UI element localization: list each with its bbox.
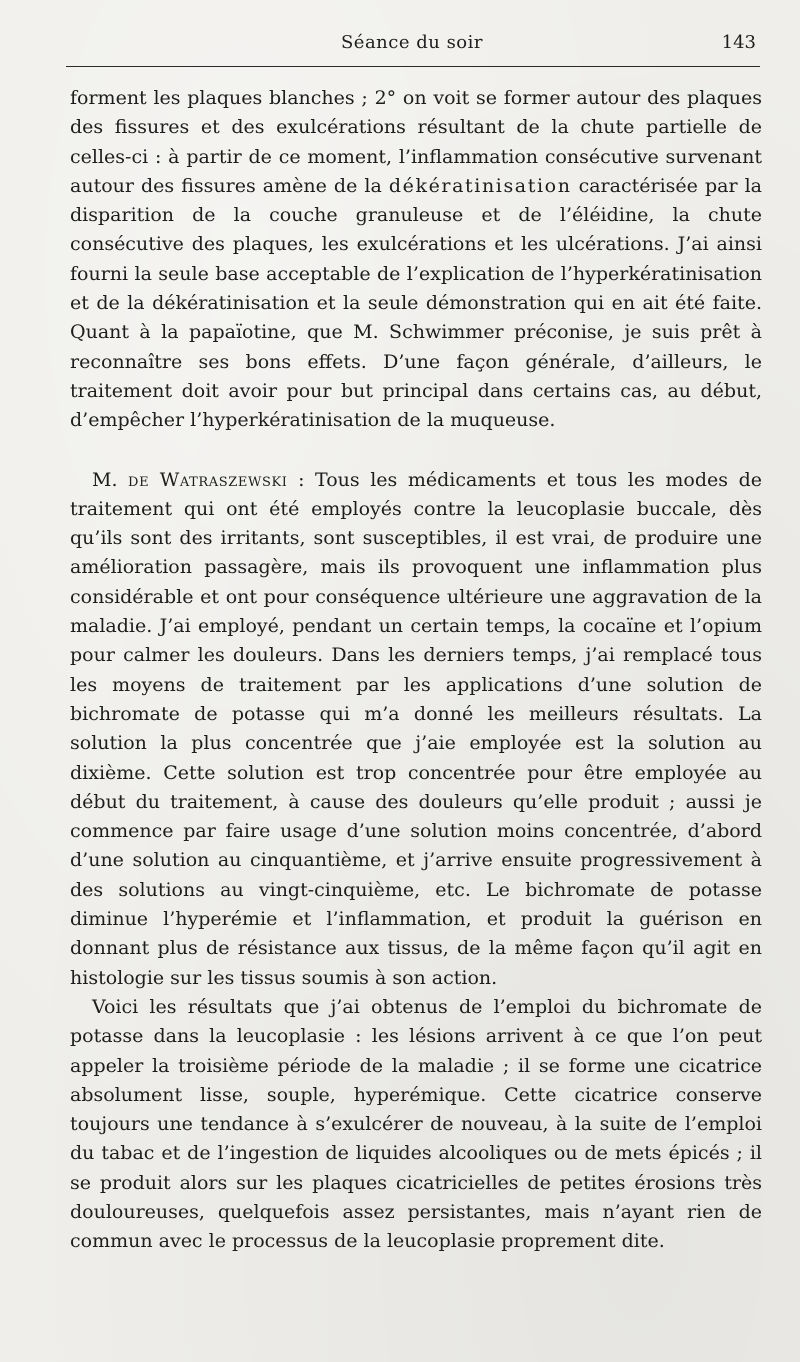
paragraph-text: Tous les médicaments et tous les modes de traitement qui ont été employés contre la leucoplasie buccale, dès qu’ils sont des irritants, sont susceptibles, il est vrai, de produire une amélioration passagère, mais ils provoquent une inflammation plus considérable et ont pour conséquence ultérieure une aggravation de la maladie. J’ai employé, pendant un certain temps, la cocaïne et l’opium pour calmer les douleurs. Dans les derniers temps, j’ai remplacé tous les moyens de traitement par les applications d’une solution de bichromate de potasse qui m’a donné les meilleurs résultats. La solution la plus concentrée que j’aie employée est la solution au dixième. Cette solution est trop concentrée pour être employée au début du traitement, à cause des douleurs qu’elle produit ; aussi je commence par faire usage d’une solution moins concentrée, d’abord d’une solution au cinquantième, et j’arrive ensuite progressivement à des solutions au vingt-cinquième, etc. Le bichromate de potasse diminue l’hyperémie et l’inflammation, et produit la guérison en donnant plus de résistance aux tissus, de la même façon qu’il agit en histologie sur les tissus soumis à son action. xyxy=(70,468,762,989)
page-number: 143 xyxy=(721,32,756,53)
paragraph-continuation xyxy=(70,84,762,436)
paragraph-text: caractérisée par la disparition de la couche granuleuse et de l’éléidine, la chute consécutive des plaques, les exulcérations et les ulcérations. J’ai ainsi fourni la seule base acceptable de l’explication de l’hyperkératinisation et de la dékératinisation et la seule démonstration qui en ait été faite. Quant à la papaïotine, que M. Schwimmer préconise, je suis prêt à reconnaître ses bons effets. D’une façon générale, d’ailleurs, le traitement doit avoir pour but principal dans certains cas, au début, d’empêcher l’hyperkératinisation de la muqueuse. xyxy=(70,174,762,432)
speaker-colon: : xyxy=(287,468,316,491)
speaker-particle: de xyxy=(128,468,150,491)
paragraph-speaker xyxy=(70,466,762,993)
speaker-prefix: M. xyxy=(92,468,129,491)
speaker-name: Watraszewski xyxy=(159,468,288,491)
running-head xyxy=(66,30,758,58)
paragraph-spacer xyxy=(70,436,762,466)
paragraph-text: forment les plaques blanches ; 2° on voit se former autour des plaques des fissures et des exulcérations résultant de la chute partielle de celles-ci : à partir de ce moment, l’inflammation consécutive survenant autour des fissures amène de la xyxy=(70,87,762,197)
paragraph-text: Voici les résultats que j’ai obtenus de l’emploi du bichromate de potasse dans la leucoplasie : les lésions arrivent à ce que l’on peut appeler la troisième période de la maladie ; il se forme une cicatrice absolument lisse, souple, hyperémique. Cette cicatrice conserve toujours une tendance à s’exulcérer de nouveau, à la suite de l’emploi du tabac et de l’ingestion de liquides alcooliques ou de mets épicés ; il se produit alors sur les plaques cicatricielles de petites érosions très douloureuses, quelquefois assez persistantes, mais n’ayant rien de commun avec le processus de la leucoplasie proprement dite. xyxy=(70,995,762,1253)
header-rule xyxy=(66,66,760,67)
running-title: Séance du soir xyxy=(340,32,484,53)
emphasized-term: dékératinisation xyxy=(388,174,572,197)
paragraph xyxy=(70,993,762,1257)
body-text xyxy=(70,84,762,1257)
